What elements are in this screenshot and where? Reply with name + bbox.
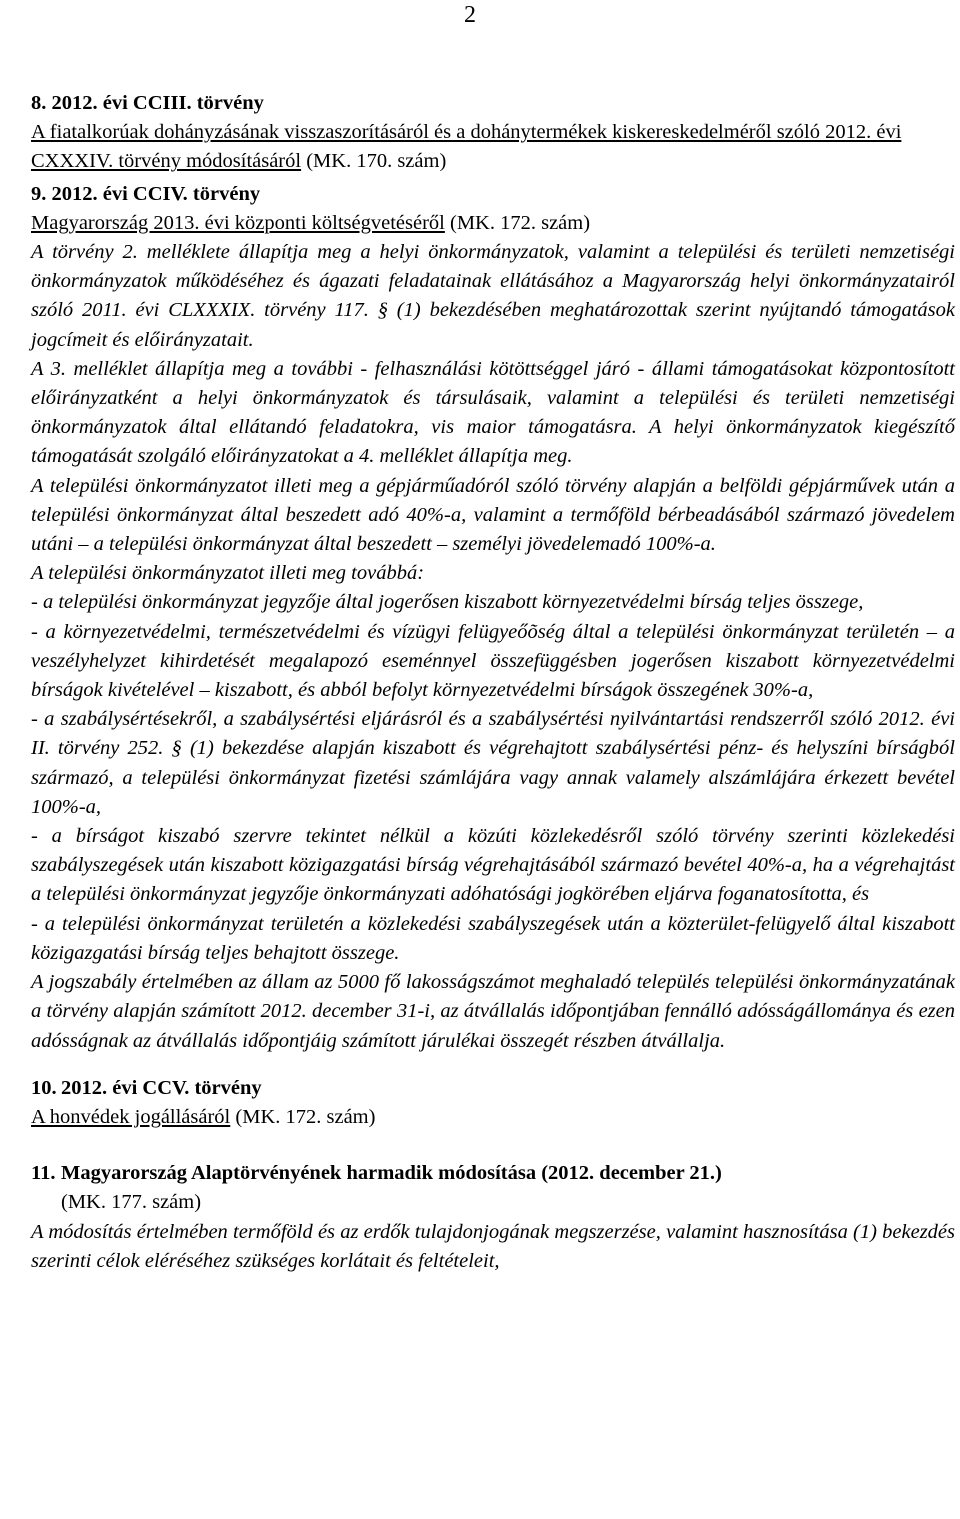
section-11 xyxy=(31,1159,955,1276)
section-9-paragraph-3: A települési önkormányzatot illeti meg a gépjárműadóról szóló törvény alapján a belföldi gépjárművek után a települési önkormányzat által beszedett adó 40%-a, valamint a termőföld bérbeadásából származó jövedelem utáni – a települési önkormányzat által beszedett – személyi jövedelemadó 100%-a. xyxy=(31,474,955,556)
section-8 xyxy=(31,89,955,177)
section-9-title: Magyarország 2013. évi központi költségvetéséről xyxy=(31,211,445,234)
section-11-heading-line xyxy=(31,1159,955,1188)
section-8-heading: 8. 2012. évi CCIII. törvény xyxy=(31,92,264,114)
list-item: - a települési önkormányzat területén a közlekedési szabályszegések után a közterület-felügyelő által kiszabott közigazgatási bírság teljes behajtott összege. xyxy=(31,912,955,964)
section-8-title-line xyxy=(31,118,955,176)
section-9-paragraph-4: A települési önkormányzatot illeti meg továbbá: xyxy=(31,562,425,585)
section-9-publication: (MK. 172. szám) xyxy=(444,211,591,234)
list-item: - a települési önkormányzat jegyzője által jogerősen kiszabott környezetvédelmi bírság teljes összege, xyxy=(31,591,864,614)
section-9 xyxy=(31,180,955,1056)
list-item: - a környezetvédelmi, természetvédelmi és vízügyi felügyeőõség által a települési önkormányzat területén – a veszélyhelyzet kihirdetését megalapozó eseménnyel összefüggésben jogerősen kiszabott környezetvédelmi bírságok kivételével – kiszabott, és abból befolyt környezetvédelmi bírságok összegének 30%-a, xyxy=(31,620,955,702)
section-8-title: A fiatalkorúak dohányzásának visszaszorításáról és a dohánytermékek kiskereskedelméről szóló 2012. évi CXXXIV. törvény módosításáról xyxy=(31,121,902,173)
section-8-publication: (MK. 170. szám) xyxy=(301,150,447,173)
section-10-title: A honvédek jogállásáról xyxy=(31,1105,231,1128)
page-number: 2 xyxy=(464,2,476,28)
section-11-paragraph-1: A módosítás értelmében termőföld és az erdők tulajdonjogának megszerzése, valamint hasznosítása (1) bekezdés szerinti célok eléréséhez szükséges korlátait és feltételeit, xyxy=(31,1220,955,1272)
document-body xyxy=(31,89,955,1276)
section-11-heading: Magyarország Alaptörvényének harmadik módosítása (2012. december 21.) xyxy=(61,1162,722,1185)
section-9-title-line xyxy=(31,209,955,238)
section-10-publication: (MK. 172. szám) xyxy=(230,1105,376,1128)
section-9-paragraph-1: A törvény 2. melléklete állapítja meg a helyi önkormányzatok, valamint a települési és területi nemzetiségi önkormányzatok működéséhez és ágazati feladatainak ellátásához a Magyarország helyi önkormányzatairól szóló 2011. évi CLXXXIX. törvény 117. § (1) bekezdésében meghatározottak szerint nyújtandó támogatások jogcímeit és előirányzatait. xyxy=(31,241,955,351)
section-10-heading: 2012. évi CCV. törvény xyxy=(61,1076,262,1099)
list-item: - a szabálysértésekről, a szabálysértési eljárásról és a szabálysértési nyilvántartási rendszerről szóló 2012. évi II. törvény 252. § (1) bekezdése alapján kiszabott és végrehajtott szabálysértési pénz- és helyszíni bírságból származó, a települési önkormányzat fizetési számlájára vagy annak valamely alszámlájára érkezett bevétel 100%-a, xyxy=(31,708,955,818)
list-item: - a bírságot kiszabó szervre tekintet nélkül a közúti közlekedésről szóló törvény szerinti közlekedési szabályszegések után kiszabott közigazgatási bírság végrehajtásából származó bevétel 40%-a, ha a végrehajtást a települési önkormányzat jegyzője önkormányzati adóhatósági jogkörében eljárva foganatosította, és xyxy=(31,825,955,906)
section-10 xyxy=(31,1074,955,1132)
section-9-heading: 9. 2012. évi CCIV. törvény xyxy=(31,182,261,205)
section-11-number: 11. xyxy=(31,1162,56,1185)
section-10-title-line xyxy=(31,1103,955,1132)
section-11-publication: (MK. 177. szám) xyxy=(61,1191,202,1214)
section-9-paragraph-5: A jogszabály értelmében az állam az 5000 fő lakosságszámot meghaladó település települési önkormányzatának a törvény alapján számított 2012. december 31-i, az átvállalás időpontjában fennálló adósságállománya és ezen adósságnak az átvállalás időpontjáig számított járulékai összegét részben átvállalja. xyxy=(31,971,955,1052)
section-10-heading-line xyxy=(31,1074,955,1103)
section-10-number: 10. xyxy=(31,1076,57,1099)
section-9-paragraph-2: A 3. melléklet állapítja meg a további - felhasználási kötöttséggel járó - állami támogatásokat központosított előirányzatként a helyi önkormányzatok és társulásaik, valamint a települési és területi nemzetiségi önkormányzatok által ellátandó feladatokra, vis maior támogatásra. A helyi önkormányzatok kiegészítő támogatását szolgáló előirányzatokat a 4. melléklet állapítja meg. xyxy=(31,357,955,468)
